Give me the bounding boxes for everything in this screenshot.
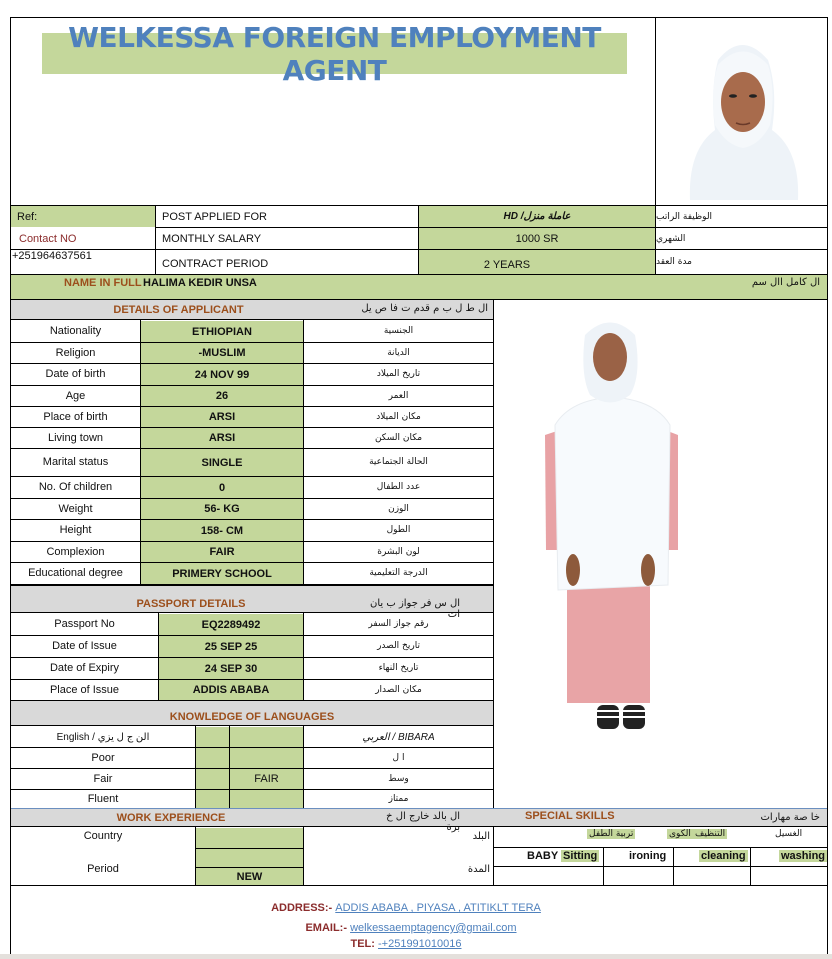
applicant-row-label: Date of birth	[45, 368, 106, 380]
passport-title-ar: ال س فر جواز ب يان ات	[370, 598, 460, 620]
applicant-row-value: ARSI	[141, 407, 303, 427]
arabic-level-cell	[230, 789, 303, 808]
skill-baby-label: Sitting	[563, 850, 598, 862]
headshot-photo	[660, 20, 826, 200]
applicant-row-value: 24 NOV 99	[141, 364, 303, 385]
grid-line	[196, 848, 303, 849]
language-level-label: Poor	[91, 751, 115, 764]
applicant-row-ar: لون البشرة	[377, 546, 420, 557]
applicant-row-label: Religion	[55, 346, 96, 359]
applicant-row-value: 56- KG	[141, 499, 303, 519]
language-level-label: Fluent	[87, 792, 119, 805]
full-body-photo	[500, 305, 825, 745]
grid-line	[493, 299, 494, 885]
period-label: Period	[87, 863, 119, 875]
applicant-row-value: ARSI	[141, 428, 303, 448]
name-ar: ال كامل اال سم	[751, 277, 820, 288]
agency-title: WELKESSA FOREIGN EMPLOYMENT AGENT	[42, 33, 627, 74]
photo-divider	[655, 17, 656, 205]
language-level-ar: ممتاز	[388, 793, 409, 804]
language-level-label: Fair	[93, 772, 113, 785]
passport-row-value: 24 SEP 30	[159, 658, 303, 679]
post-applied-ar: الوظيفة الراتب	[656, 211, 713, 222]
english-level-cell	[196, 789, 229, 808]
name-value: HALIMA KEDIR UNSA	[143, 277, 257, 289]
applicant-row-ar: الدرجة التعليمية	[369, 568, 428, 578]
tel-value: -+251991010016	[378, 938, 462, 950]
passport-row-label: Date of Expiry	[49, 662, 120, 674]
applicant-row-label: Complexion	[46, 545, 105, 558]
grid-line	[303, 827, 304, 886]
skill-cleaning-ar: التنظيف	[695, 829, 726, 839]
country-label: Country	[83, 830, 123, 842]
applicant-row-ar: مكان الميلاد	[376, 411, 421, 422]
contract-period-ar: مدة العقد	[656, 257, 692, 267]
tel-line	[0, 938, 832, 950]
passport-row-ar: تاريخ الصدر	[377, 641, 420, 651]
applicant-row-value: FAIR	[141, 542, 303, 562]
special-skills-title-ar: خا صة مهارات	[760, 812, 820, 823]
language-level-ar: ا ل	[392, 752, 405, 763]
passport-row-value: ADDIS ABABA	[159, 680, 303, 700]
email-label: EMAIL:-	[305, 922, 347, 934]
tel-label: TEL:	[350, 938, 375, 950]
passport-row-value: EQ2289492	[159, 614, 303, 635]
applicant-row-value: PRIMERY SCHOOL	[141, 563, 303, 584]
grid-line	[493, 866, 828, 867]
applicant-row-value: -MUSLIM	[141, 343, 303, 363]
ref-label: Ref:	[11, 206, 155, 227]
passport-row-ar: مكان الصدار	[375, 684, 422, 695]
passport-row-label: Passport No	[54, 618, 115, 630]
skill-ironing: ironing	[629, 850, 667, 862]
grid-line	[493, 847, 828, 848]
language-level-ar: وسط	[388, 773, 409, 784]
passport-row-label: Date of Issue	[52, 640, 117, 652]
passport-row-value: 25 SEP 25	[159, 636, 303, 657]
skill-ironing-ar: الكوى	[669, 829, 691, 839]
applicant-row-ar: الديانة	[387, 347, 410, 358]
skill-washing: washing	[781, 850, 826, 862]
contact-value: +251964637561	[12, 250, 92, 262]
applicant-row-value: SINGLE	[141, 449, 303, 476]
work-experience-title-ar: ال بالد خارج ال خ برة	[386, 811, 460, 833]
applicant-row-label: Weight	[58, 502, 93, 515]
english-level-cell	[196, 768, 229, 789]
english-level-cell	[196, 747, 229, 768]
contract-period-label: CONTRACT PERIOD	[162, 258, 269, 270]
passport-title: PASSPORT DETAILS	[136, 598, 246, 610]
arabic-level-cell	[230, 747, 303, 768]
applicant-row-label: Marital status	[42, 456, 109, 468]
email-line	[0, 922, 832, 934]
details-title-ar: ال ط ل ب م قدم ت فا ص يل	[361, 303, 488, 314]
period-ar: المدة	[467, 864, 490, 875]
monthly-salary-ar: الشهري	[656, 233, 686, 244]
skill-washing-ar: الغسيل	[775, 829, 803, 839]
applicant-row-label: Nationality	[49, 325, 102, 337]
skill-baby-prefix: BABY	[527, 850, 558, 862]
applicant-row-label: Height	[59, 524, 92, 536]
applicant-row-ar: الجنسية	[383, 326, 414, 336]
arabic-header: BIBARA / العربي	[362, 731, 435, 743]
applicant-row-ar: الوزن	[388, 503, 409, 514]
passport-row-ar: رقم جواز السفر	[368, 619, 429, 629]
address-label: ADDRESS:-	[271, 902, 333, 914]
applicant-row-ar: الحالة الجتماعية	[369, 457, 428, 467]
email-link[interactable]: welkessaemptagency@gmail.com	[350, 922, 517, 934]
applicant-row-label: Age	[65, 389, 86, 402]
grid-line	[750, 847, 751, 885]
post-applied-value: عاملة منزل/ HD	[419, 206, 655, 227]
applicant-row-ar: عدد الطفال	[376, 482, 421, 492]
post-applied-label: POST APPLIED FOR	[162, 210, 267, 223]
period-value: NEW	[236, 870, 263, 883]
skill-cleaning: cleaning	[701, 850, 746, 862]
name-label: NAME IN FULL	[64, 277, 142, 289]
country-value	[196, 828, 303, 848]
address-value: ADDIS ABABA , PIYASA , ATITIKLT TERA	[335, 902, 541, 914]
passport-row-ar: تاريخ النهاء	[378, 663, 419, 673]
applicant-row-ar: مكان السكن	[374, 432, 423, 443]
contact-label: Contact NO	[19, 232, 77, 245]
address-line	[0, 902, 832, 914]
page-bottom-edge	[0, 954, 832, 959]
special-skills-title: SPECIAL SKILLS	[525, 810, 615, 822]
grid-line	[603, 847, 604, 885]
grid-line	[10, 885, 828, 886]
passport-row-label: Place of Issue	[49, 683, 120, 696]
skill-baby-sitting	[527, 850, 599, 862]
skill-baby-ar: تربية الطفل	[589, 829, 634, 839]
applicant-row-label: Living town	[47, 431, 104, 444]
contract-period-value: 2 YEARS	[419, 250, 655, 274]
arabic-level-cell: FAIR	[254, 772, 279, 785]
grid-line	[673, 847, 674, 885]
details-title: DETAILS OF APPLICANT	[113, 303, 244, 316]
applicant-row-label: Place of birth	[43, 410, 108, 423]
applicant-row-label: No. Of children	[38, 481, 113, 493]
monthly-salary-value: 1000 SR	[419, 228, 655, 249]
applicant-row-value: ETHIOPIAN	[141, 321, 303, 342]
applicant-row-ar: تاريخ الميلاد	[376, 369, 421, 379]
applicant-row-label: Educational degree	[28, 567, 123, 579]
applicant-row-value: 158- CM	[141, 520, 303, 541]
applicant-row-ar: العمر	[388, 390, 409, 401]
work-experience-title: WORK EXPERIENCE	[116, 811, 226, 824]
applicant-row-value: 26	[141, 386, 303, 406]
applicant-row-ar: الطول	[386, 525, 411, 535]
applicant-row-value: 0	[141, 477, 303, 498]
languages-title: KNOWLEDGE OF LANGUAGES	[169, 711, 335, 723]
country-ar: البلد	[472, 831, 490, 842]
monthly-salary-label: MONTHLY SALARY	[162, 232, 262, 245]
english-header: English / الن ج ل يزي	[56, 731, 150, 743]
